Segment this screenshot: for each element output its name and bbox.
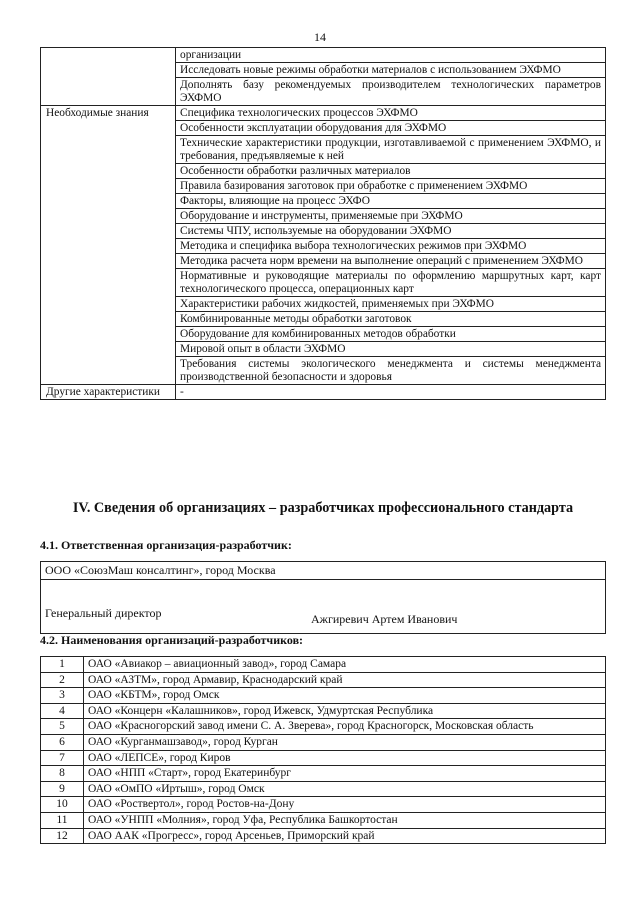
table-row bbox=[41, 828, 606, 844]
developer-number: 6 bbox=[41, 734, 84, 750]
knowledge-item: Факторы, влияющие на процесс ЭХФО bbox=[176, 194, 606, 209]
table-row bbox=[41, 657, 606, 673]
table-row bbox=[41, 106, 606, 121]
table-row bbox=[41, 48, 606, 63]
other-value: - bbox=[176, 385, 606, 400]
empty-label-cell bbox=[41, 48, 176, 106]
developer-name: ОАО «АЗТМ», город Армавир, Краснодарский край bbox=[84, 672, 606, 688]
other-label: Другие характеристики bbox=[41, 385, 176, 400]
developer-number: 8 bbox=[41, 766, 84, 782]
developer-name: ОАО «КБТМ», город Омск bbox=[84, 688, 606, 704]
developer-name: ОАО «Концерн «Калашников», город Ижевск, Удмуртская Республика bbox=[84, 703, 606, 719]
knowledge-item: Нормативные и руководящие материалы по оформлению маршрутных карт, карт технологического процесса, операционных карт bbox=[176, 269, 606, 297]
section-title: IV. Сведения об организациях – разработчиках профессионального стандарта bbox=[72, 500, 574, 516]
developer-name: ОАО «УНПП «Молния», город Уфа, Республика Башкортостан bbox=[84, 812, 606, 828]
table-row bbox=[41, 734, 606, 750]
knowledge-item: Мировой опыт в области ЭХФМО bbox=[176, 342, 606, 357]
knowledge-item: Системы ЧПУ, используемые на оборудовании ЭХФМО bbox=[176, 224, 606, 239]
developers-heading: 4.2. Наименования организаций-разработчиков: bbox=[40, 633, 304, 647]
responsible-organization: ООО «СоюзМаш консалтинг», город Москва bbox=[41, 562, 606, 580]
developer-name: ОАО «Курганмашзавод», город Курган bbox=[84, 734, 606, 750]
developer-name: ОАО ААК «Прогресс», город Арсеньев, Приморский край bbox=[84, 828, 606, 844]
developer-number: 1 bbox=[41, 657, 84, 673]
table-row bbox=[41, 688, 606, 704]
knowledge-label: Необходимые знания bbox=[41, 106, 176, 385]
responsible-table bbox=[40, 561, 606, 634]
knowledge-item: Методика расчета норм времени на выполнение операций с применением ЭХФМО bbox=[176, 254, 606, 269]
knowledge-item: Методика и специфика выбора технологических режимов при ЭХФМО bbox=[176, 239, 606, 254]
knowledge-item: Особенности обработки различных материалов bbox=[176, 164, 606, 179]
table-row bbox=[41, 719, 606, 735]
developer-number: 4 bbox=[41, 703, 84, 719]
knowledge-item: Комбинированные методы обработки заготовок bbox=[176, 312, 606, 327]
table-row bbox=[41, 781, 606, 797]
page-number: 14 bbox=[314, 30, 326, 44]
skill-item: Исследовать новые режимы обработки материалов с использованием ЭХФМО bbox=[176, 63, 606, 78]
developer-name: ОАО «ЛЕПСЕ», город Киров bbox=[84, 750, 606, 766]
knowledge-item: Особенности эксплуатации оборудования для ЭХФМО bbox=[176, 121, 606, 136]
developer-number: 11 bbox=[41, 812, 84, 828]
knowledge-item: Оборудование и инструменты, применяемые при ЭХФМО bbox=[176, 209, 606, 224]
developer-name: ОАО «Красногорский завод имени С. А. Зверева», город Красногорск, Московская область bbox=[84, 719, 606, 735]
table-row bbox=[41, 750, 606, 766]
developer-name: ОАО «Роствертол», город Ростов-на-Дону bbox=[84, 797, 606, 813]
characteristics-table bbox=[40, 47, 606, 400]
developer-number: 3 bbox=[41, 688, 84, 704]
developer-number: 7 bbox=[41, 750, 84, 766]
developer-number: 2 bbox=[41, 672, 84, 688]
table-row bbox=[41, 797, 606, 813]
knowledge-item: Технические характеристики продукции, изготавливаемой с применением ЭХФМО, и требования, предъявляемые к ней bbox=[176, 136, 606, 164]
table-row bbox=[41, 703, 606, 719]
knowledge-item: Характеристики рабочих жидкостей, применяемых при ЭХФМО bbox=[176, 297, 606, 312]
developer-number: 12 bbox=[41, 828, 84, 844]
developer-number: 9 bbox=[41, 781, 84, 797]
responsible-heading: 4.1. Ответственная организация-разработчик: bbox=[40, 538, 292, 552]
developer-name: ОАО «НПП «Старт», город Екатеринбург bbox=[84, 766, 606, 782]
knowledge-item: Специфика технологических процессов ЭХФМО bbox=[176, 106, 606, 121]
developer-number: 10 bbox=[41, 797, 84, 813]
developers-table bbox=[40, 656, 606, 844]
director-cell bbox=[41, 580, 606, 634]
table-row bbox=[41, 766, 606, 782]
skill-item: Дополнять базу рекомендуемых производителем технологических параметров ЭХФМО bbox=[176, 78, 606, 106]
knowledge-item: Правила базирования заготовок при обработке с применением ЭХФМО bbox=[176, 179, 606, 194]
table-row bbox=[41, 672, 606, 688]
director-position: Генеральный директор bbox=[45, 606, 162, 620]
table-row bbox=[41, 385, 606, 400]
developer-name: ОАО «ОмПО «Иртыш», город Омск bbox=[84, 781, 606, 797]
knowledge-item: Требования системы экологического менеджмента и системы менеджмента производственной безопасности и здоровья bbox=[176, 357, 606, 385]
director-name: Ажгиревич Артем Иванович bbox=[311, 612, 458, 626]
table-row bbox=[41, 812, 606, 828]
skill-item: организации bbox=[176, 48, 606, 63]
developer-number: 5 bbox=[41, 719, 84, 735]
developer-name: ОАО «Авиакор – авиационный завод», город Самара bbox=[84, 657, 606, 673]
knowledge-item: Оборудование для комбинированных методов обработки bbox=[176, 327, 606, 342]
